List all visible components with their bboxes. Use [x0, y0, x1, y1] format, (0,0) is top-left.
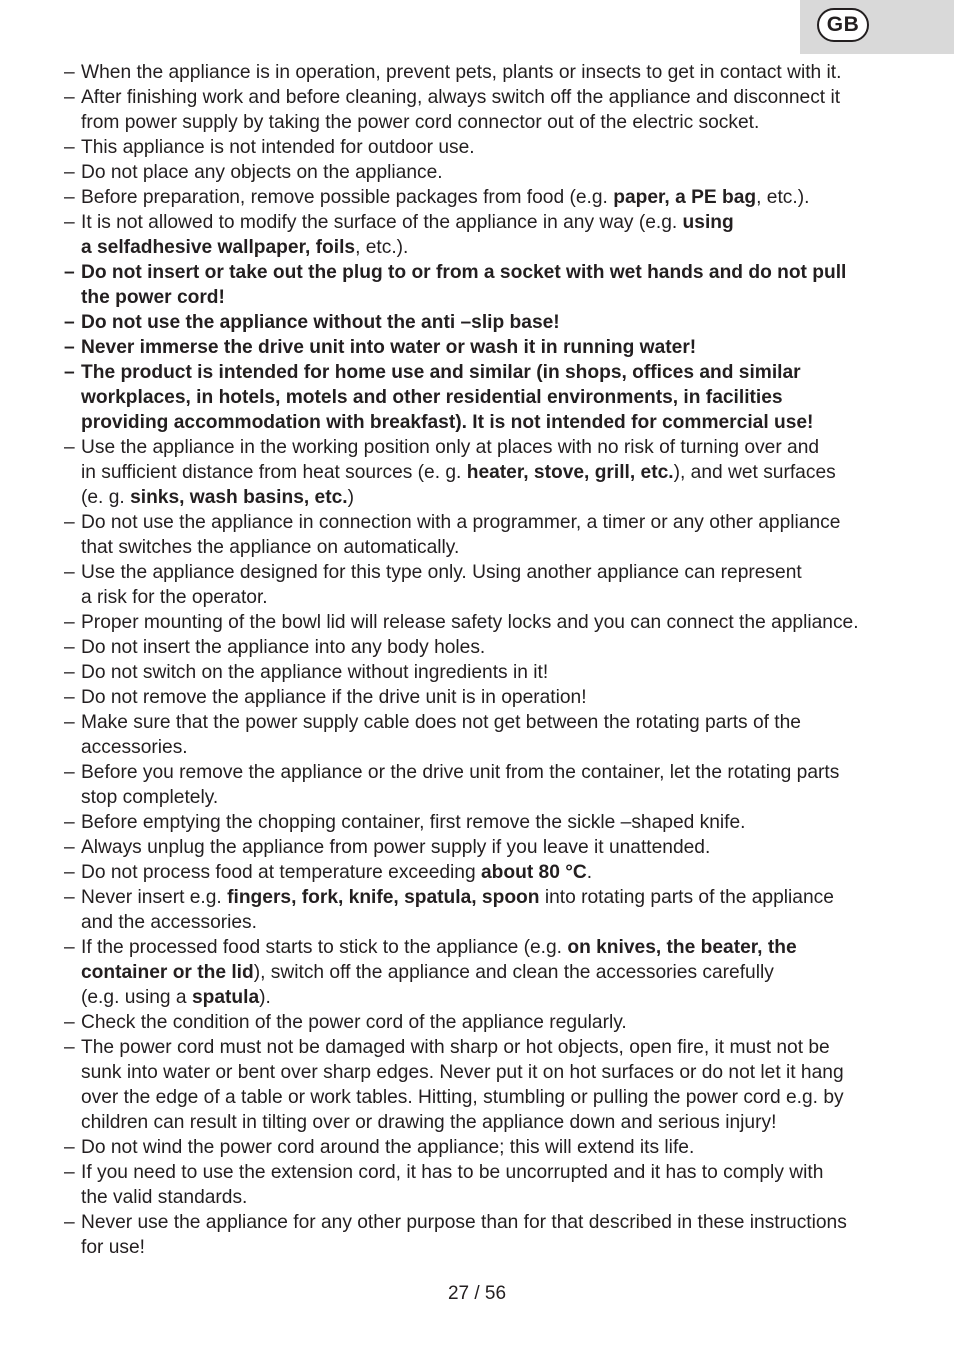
bullet-dash: –: [64, 662, 75, 683]
instruction-text: sunk into water or bent over sharp edges. Never put it on hot surfaces or do not let it hang: [81, 1062, 844, 1083]
instruction-text: Proper mounting of the bowl lid will release safety locks and you can connect the appliance.: [81, 612, 859, 633]
safety-instruction-item: [64, 635, 910, 660]
emphasis-text: Do not use the appliance without the anti –slip base!: [81, 312, 560, 333]
safety-instruction-item: [64, 260, 910, 310]
bullet-dash: –: [64, 362, 75, 383]
bullet-dash: –: [64, 187, 75, 208]
instruction-text: The power cord must not be damaged with sharp or hot objects, open fire, it must not be: [81, 1037, 830, 1058]
instruction-text: It is not allowed to modify the surface of the appliance in any way (e.g.: [81, 212, 683, 233]
bullet-dash: –: [64, 262, 75, 283]
safety-instruction-item: [64, 1210, 910, 1260]
instruction-text: ), switch off the appliance and clean the accessories carefully: [253, 962, 774, 983]
bullet-dash: –: [64, 712, 75, 733]
bullet-dash: –: [64, 762, 75, 783]
instruction-text: (e. g.: [81, 487, 131, 508]
safety-instruction-item: [64, 310, 910, 335]
instruction-text: If the processed food starts to stick to the appliance (e.g.: [81, 937, 568, 958]
safety-instruction-item: [64, 210, 910, 260]
safety-instruction-item: [64, 1135, 910, 1160]
language-tab: [800, 0, 954, 54]
bullet-dash: –: [64, 137, 75, 158]
emphasis-text: paper, a PE bag: [613, 187, 757, 208]
language-badge: GB: [817, 8, 869, 42]
emphasis-text: Do not insert or take out the plug to or from a socket with wet hands and do not pull: [81, 262, 847, 283]
instruction-text: Never insert e.g.: [81, 887, 228, 908]
instruction-text: This appliance is not intended for outdoor use.: [81, 137, 475, 158]
safety-instruction-item: [64, 335, 910, 360]
bullet-dash: –: [64, 1212, 75, 1233]
instruction-text: Use the appliance in the working position only at places with no risk of turning over and: [81, 437, 820, 458]
safety-instruction-item: [64, 160, 910, 185]
bullet-dash: –: [64, 562, 75, 583]
safety-instruction-item: [64, 660, 910, 685]
emphasis-text: about 80 °C: [480, 862, 587, 883]
instruction-text: Do not insert the appliance into any body holes.: [81, 637, 486, 658]
emphasis-text: Never immerse the drive unit into water or wash it in running water!: [81, 337, 697, 358]
safety-instruction-item: [64, 935, 910, 1010]
instruction-text: Do not switch on the appliance without ingredients in it!: [81, 662, 549, 683]
instruction-text: Before preparation, remove possible packages from food (e.g.: [81, 187, 614, 208]
instruction-text: .: [586, 862, 593, 883]
instruction-text: over the edge of a table or work tables. Hitting, stumbling or pulling the power cord e.g. by: [81, 1087, 844, 1108]
instruction-text: After finishing work and before cleaning, always switch off the appliance and disconnect it: [81, 87, 841, 108]
emphasis-text: heater, stove, grill, etc.: [466, 462, 674, 483]
instruction-text: ), and wet surfaces: [673, 462, 836, 483]
bullet-dash: –: [64, 62, 75, 83]
emphasis-text: fingers, fork, knife, spatula, spoon: [227, 887, 540, 908]
bullet-dash: –: [64, 887, 75, 908]
bullet-dash: –: [64, 337, 75, 358]
bullet-dash: –: [64, 512, 75, 533]
emphasis-text: using: [682, 212, 734, 233]
instruction-text: Before you remove the appliance or the drive unit from the container, let the rotating parts: [81, 762, 840, 783]
instruction-text: Do not use the appliance in connection with a programmer, a timer or any other appliance: [81, 512, 841, 533]
instruction-text: into rotating parts of the appliance: [539, 887, 834, 908]
safety-instruction-item: [64, 1035, 910, 1135]
bullet-dash: –: [64, 862, 75, 883]
instruction-text: Check the condition of the power cord of the appliance regularly.: [81, 1012, 627, 1033]
instruction-text: Do not wind the power cord around the appliance; this will extend its life.: [81, 1137, 695, 1158]
safety-instruction-item: [64, 685, 910, 710]
instruction-text: ).: [259, 987, 271, 1008]
safety-instruction-item: [64, 560, 910, 610]
instruction-text: Do not place any objects on the appliance.: [81, 162, 443, 183]
instruction-text: and the accessories.: [81, 912, 257, 933]
bullet-dash: –: [64, 212, 75, 233]
emphasis-text: spatula: [191, 987, 260, 1008]
instruction-text: (e.g. using a: [81, 987, 192, 1008]
safety-instruction-item: [64, 860, 910, 885]
instruction-text: Do not remove the appliance if the drive unit is in operation!: [81, 687, 587, 708]
instruction-text: Always unplug the appliance from power supply if you leave it unattended.: [81, 837, 711, 858]
instruction-text: , etc.).: [355, 237, 409, 258]
instruction-text: When the appliance is in operation, prevent pets, plants or insects to get in contact with it.: [81, 62, 842, 83]
emphasis-text: container or the lid: [81, 962, 254, 983]
safety-instructions-list: [64, 60, 910, 1260]
instruction-text: for use!: [81, 1237, 145, 1258]
safety-instruction-item: [64, 510, 910, 560]
instruction-text: , etc.).: [756, 187, 810, 208]
emphasis-text: providing accommodation with breakfast). It is not intended for commercial use!: [81, 412, 814, 433]
bullet-dash: –: [64, 1137, 75, 1158]
safety-instruction-item: [64, 835, 910, 860]
instruction-text: that switches the appliance on automatically.: [81, 537, 460, 558]
bullet-dash: –: [64, 1162, 75, 1183]
emphasis-text: the power cord!: [81, 287, 225, 308]
bullet-dash: –: [64, 437, 75, 458]
instruction-text: Use the appliance designed for this type only. Using another appliance can represent: [81, 562, 802, 583]
page-number: 27 / 56: [447, 1283, 507, 1304]
safety-instruction-item: [64, 60, 910, 85]
bullet-dash: –: [64, 937, 75, 958]
safety-instruction-item: [64, 1010, 910, 1035]
instruction-text: from power supply by taking the power cord connector out of the electric socket.: [81, 112, 760, 133]
bullet-dash: –: [64, 812, 75, 833]
emphasis-text: workplaces, in hotels, motels and other residential environments, in facilities: [81, 387, 783, 408]
safety-instruction-item: [64, 360, 910, 435]
instruction-text: accessories.: [81, 737, 188, 758]
emphasis-text: sinks, wash basins, etc.: [130, 487, 348, 508]
bullet-dash: –: [64, 687, 75, 708]
instruction-text: Do not process food at temperature exceeding: [81, 862, 481, 883]
safety-instruction-item: [64, 1160, 910, 1210]
safety-instruction-item: [64, 710, 910, 760]
safety-instruction-item: [64, 435, 910, 510]
bullet-dash: –: [64, 1012, 75, 1033]
emphasis-text: The product is intended for home use and similar (in shops, offices and similar: [81, 362, 801, 383]
bullet-dash: –: [64, 637, 75, 658]
safety-instruction-item: [64, 885, 910, 935]
instruction-text: Make sure that the power supply cable does not get between the rotating parts of the: [81, 712, 801, 733]
instruction-text: Never use the appliance for any other purpose than for that described in these instructions: [81, 1212, 847, 1233]
bullet-dash: –: [64, 612, 75, 633]
instruction-text: a risk for the operator.: [81, 587, 268, 608]
bullet-dash: –: [64, 162, 75, 183]
instruction-text: stop completely.: [81, 787, 219, 808]
bullet-dash: –: [64, 837, 75, 858]
safety-instruction-item: [64, 610, 910, 635]
safety-instruction-item: [64, 85, 910, 135]
safety-instruction-item: [64, 760, 910, 810]
safety-instruction-item: [64, 135, 910, 160]
bullet-dash: –: [64, 1037, 75, 1058]
instruction-text: ): [347, 487, 355, 508]
bullet-dash: –: [64, 312, 75, 333]
bullet-dash: –: [64, 87, 75, 108]
instruction-text: If you need to use the extension cord, it has to be uncorrupted and it has to comply with: [81, 1162, 824, 1183]
safety-instruction-item: [64, 185, 910, 210]
instruction-text: in sufficient distance from heat sources (e. g.: [81, 462, 467, 483]
emphasis-text: a selfadhesive wallpaper, foils: [81, 237, 356, 258]
emphasis-text: on knives, the beater, the: [567, 937, 797, 958]
safety-instruction-item: [64, 810, 910, 835]
instruction-text: Before emptying the chopping container, first remove the sickle –shaped knife.: [81, 812, 746, 833]
instruction-text: children can result in tilting over or drawing the appliance down and serious injury!: [81, 1112, 777, 1133]
instruction-text: the valid standards.: [81, 1187, 248, 1208]
